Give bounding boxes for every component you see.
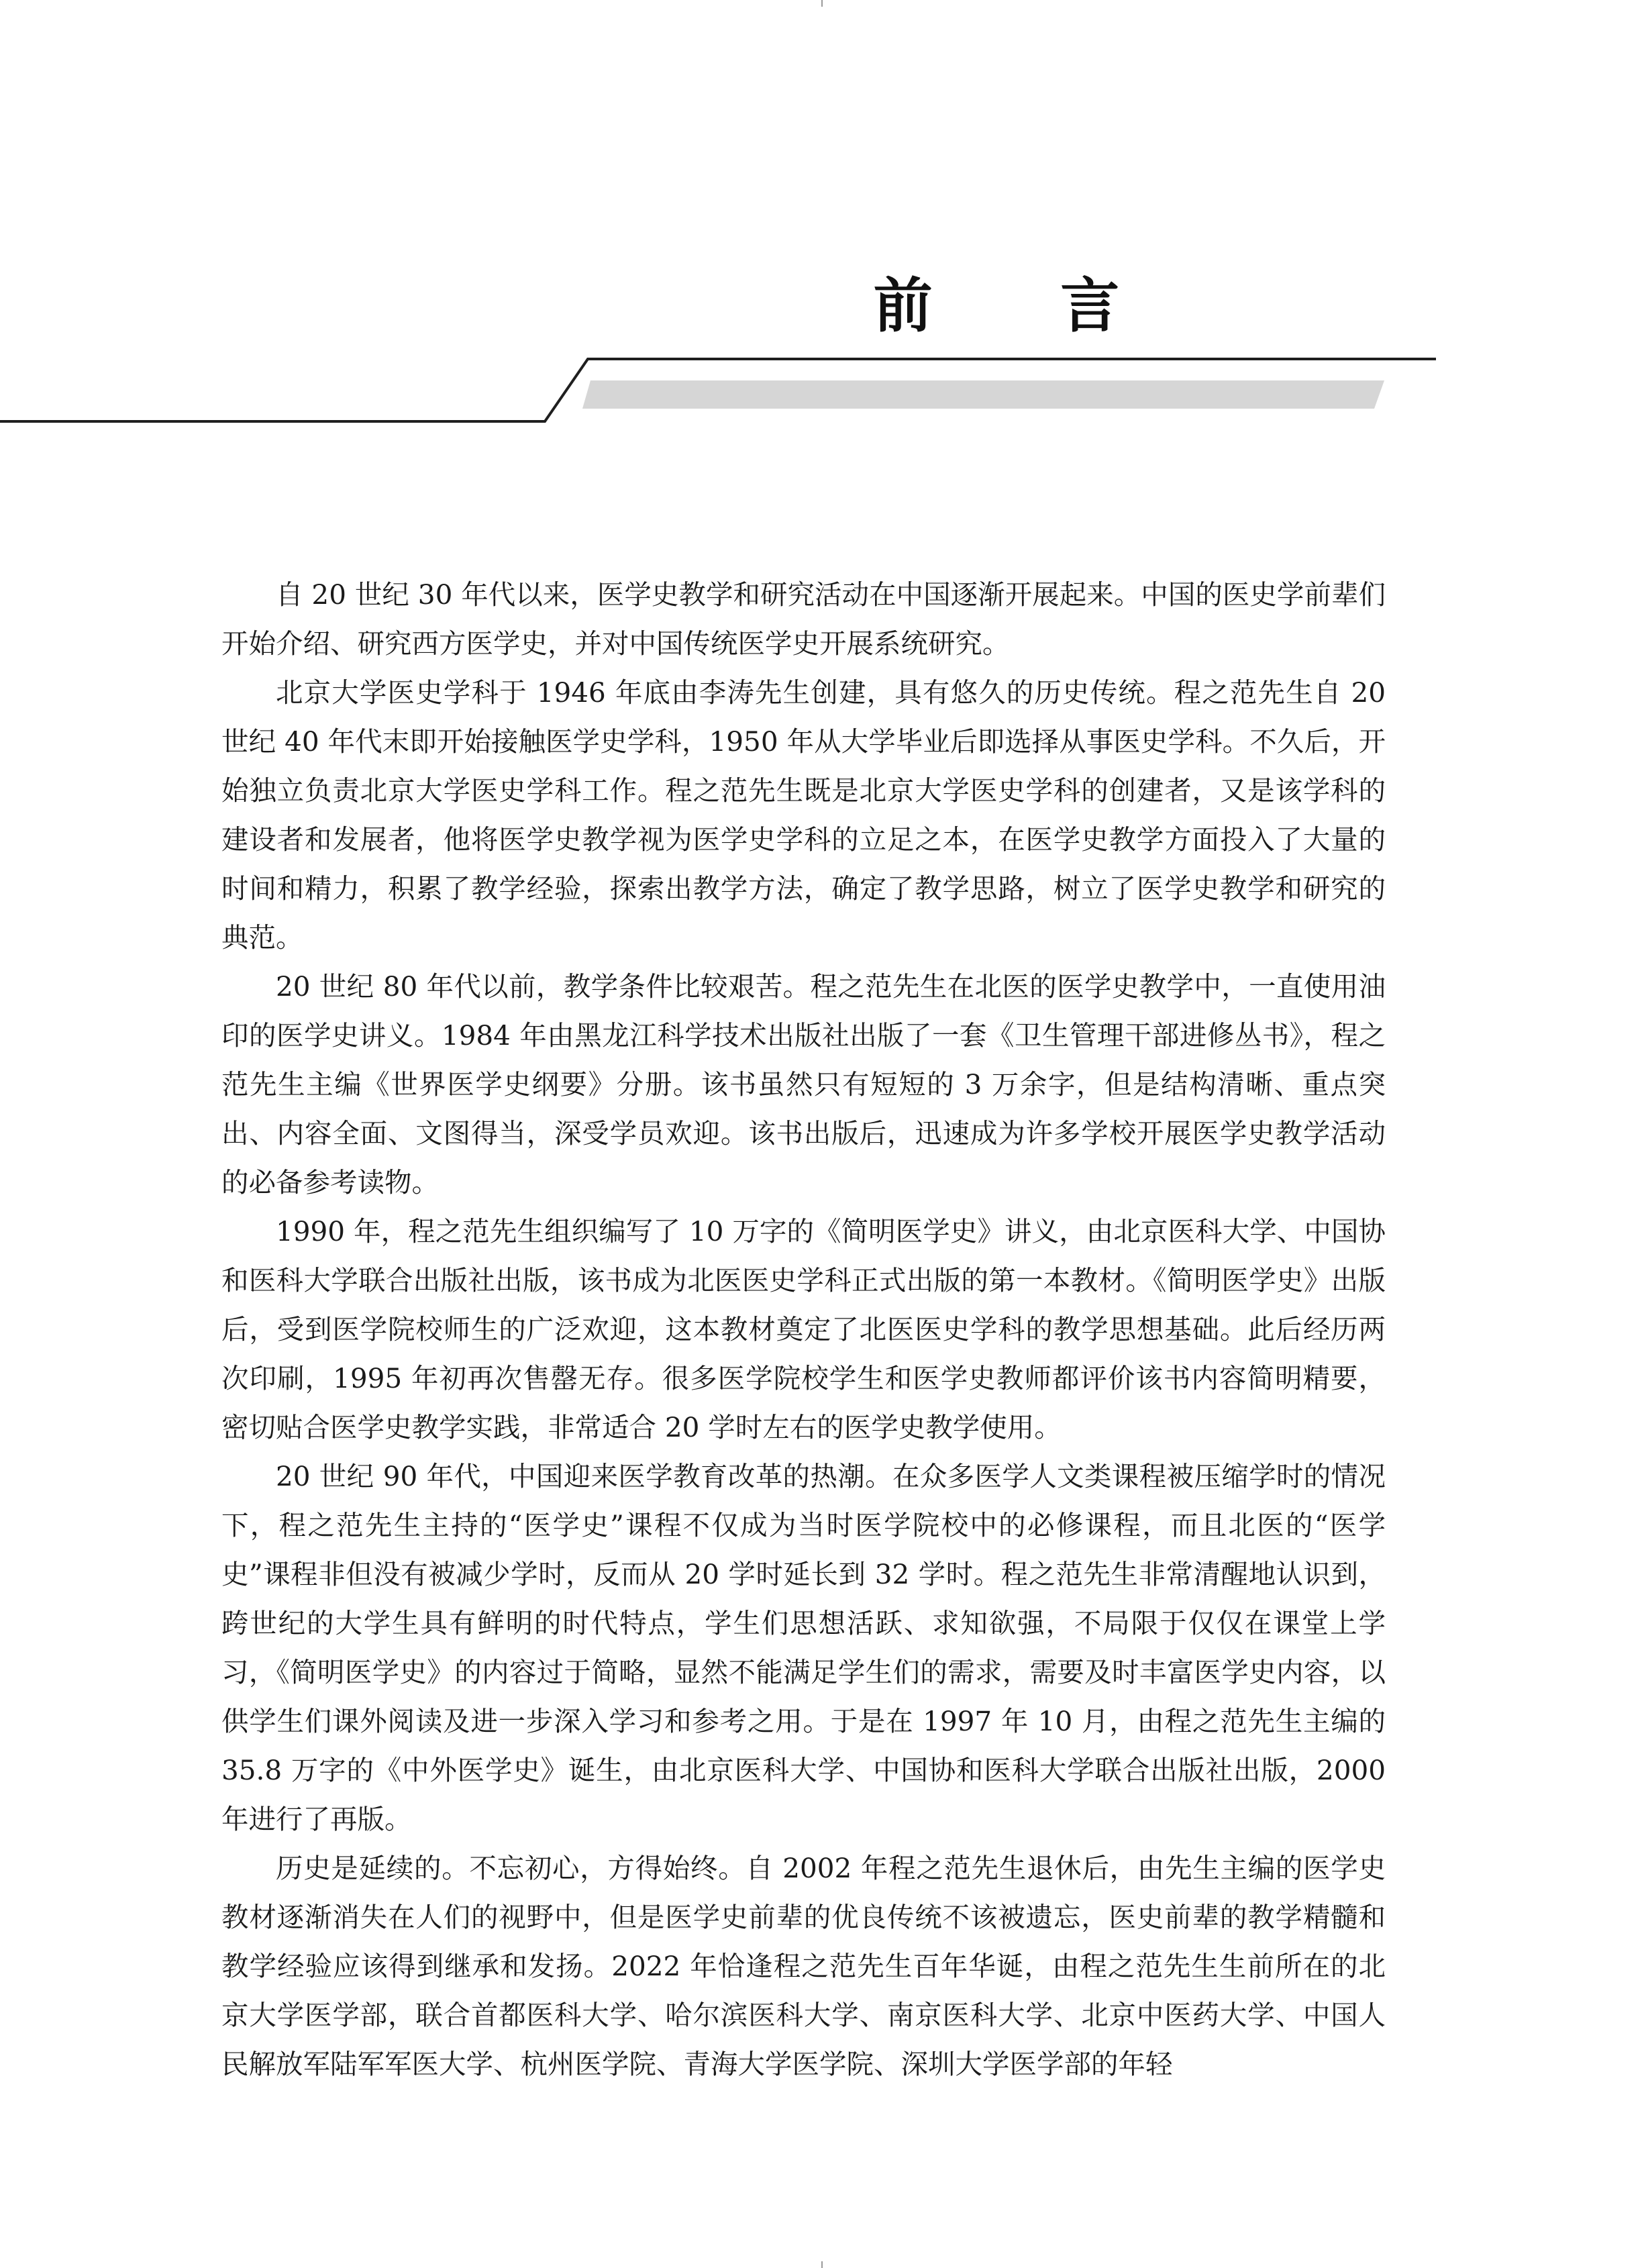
preface-body [221,570,1386,2089]
crop-mark-bottom [821,2261,823,2268]
page-title: 前 言 [873,270,1174,340]
paragraph-4: 1990 年，程之范先生组织编写了 10 万字的《简明医学史》讲义，由北京医科大学、中国协和医科大学联合出版社出版，该书成为北医医史学科正式出版的第一本教材。《简明医学史》出版后，受到医学院校师生的广泛欢迎，这本教材奠定了北医医史学科的教学思想基础。此后经历两次印刷，1995 年初再次售罄无存。很多医学院校学生和医学史教师都评价该书内容简明精要，密切贴合医学史教学实践，非常适合 20 学时左右的医学史教学使用。 [221,1215,1386,1443]
paragraph-3: 20 世纪 80 年代以前，教学条件比较艰苦。程之范先生在北医的医学史教学中，一直使用油印的医学史讲义。1984 年由黑龙江科学技术出版社出版了一套《卫生管理干部进修丛书》，程之范先生主编《世界医学史纲要》分册。该书虽然只有短短的 3 万余字，但是结构清晰、重点突出、内容全面、文图得当，深受学员欢迎。该书出版后，迅速成为许多学校开展医学史教学活动的必备参考读物。 [221,970,1386,1198]
paragraph-5: 20 世纪 90 年代，中国迎来医学教育改革的热潮。在众多医学人文类课程被压缩学时的情况下，程之范先生主持的“医学史”课程不仅成为当时医学院校中的必修课程，而且北医的“医学史”课程非但没有被减少学时，反而从 20 学时延长到 32 学时。程之范先生非常清醒地认识到，跨世纪的大学生具有鲜明的时代特点，学生们思想活跃、求知欲强，不局限于仅仅在课堂上学习，《简明医学史》的内容过于简略，显然不能满足学生们的需求，需要及时丰富医学史内容，以供学生们课外阅读及进一步深入学习和参考之用。于是在 1997 年 10 月，由程之范先生主编的 35.8 万字的《中外医学史》诞生，由北京医科大学、中国协和医科大学联合出版社出版，2000 年进行了再版。 [221,1460,1386,1835]
header-gray-bar [582,380,1384,409]
crop-mark-top [821,0,823,7]
paragraph-2: 北京大学医史学科于 1946 年底由李涛先生创建，具有悠久的历史传统。程之范先生自 20 世纪 40 年代末即开始接触医学史学科，1950 年从大学毕业后即选择从事医史学科。不久后，开始独立负责北京大学医史学科工作。程之范先生既是北京大学医史学科的创建者，又是该学科的建设者和发展者，他将医学史教学视为医学史学科的立足之本，在医学史教学方面投入了大量的时间和精力，积累了教学经验，探索出教学方法，确定了教学思路，树立了医学史教学和研究的典范。 [221,676,1386,953]
paragraph-1: 自 20 世纪 30 年代以来，医学史教学和研究活动在中国逐渐开展起来。中国的医史学前辈们开始介绍、研究西方医学史，并对中国传统医学史开展系统研究。 [221,578,1386,660]
header-rule-graphic [0,349,1436,429]
paragraph-6: 历史是延续的。不忘初心，方得始终。自 2002 年程之范先生退休后，由先生主编的医学史教材逐渐消失在人们的视野中，但是医学史前辈的优良传统不该被遗忘，医史前辈的教学精髓和教学经验应该得到继承和发扬。2022 年恰逢程之范先生百年华诞，由程之范先生生前所在的北京大学医学部，联合首都医科大学、哈尔滨医科大学、南京医科大学、北京中医药大学、中国人民解放军陆军军医大学、杭州医学院、青海大学医学院、深圳大学医学部的年轻 [221,1852,1386,2080]
